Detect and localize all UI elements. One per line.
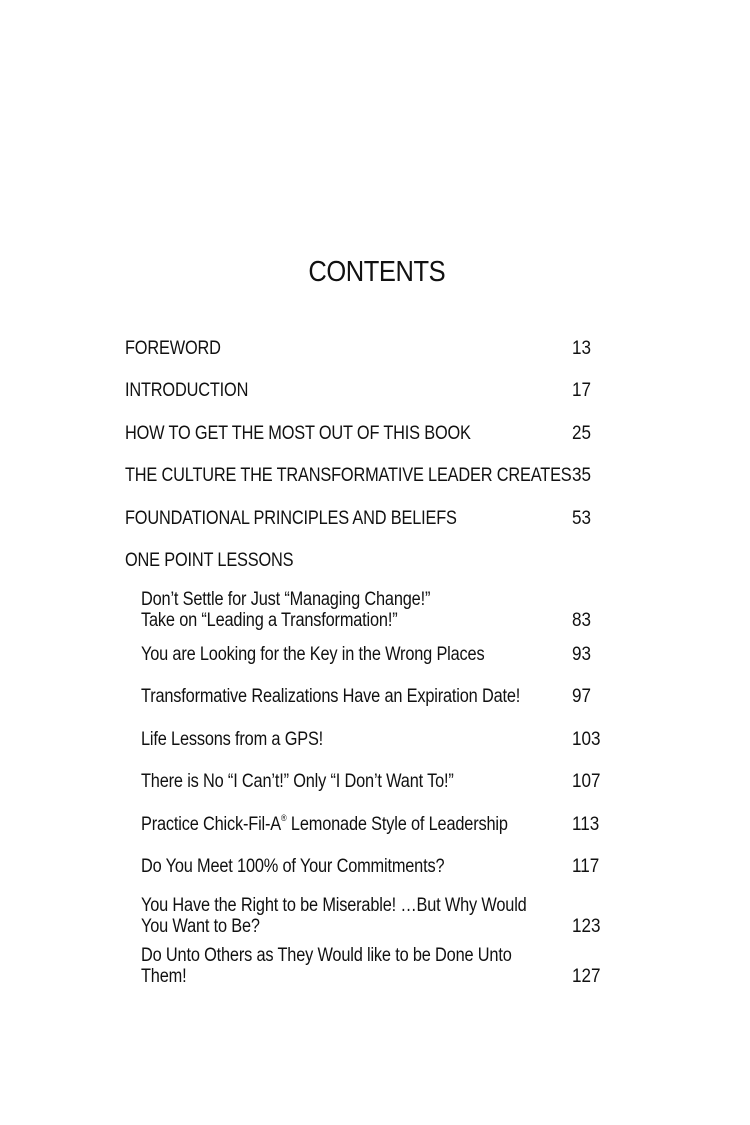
toc-entry-page: 53	[572, 508, 592, 529]
toc-entry-label: ONE POINT LESSONS	[125, 550, 294, 571]
toc-subentry-label-line1: You Have the Right to be Miserable! …But Why Would	[141, 895, 527, 916]
toc-subentry-label: Life Lessons from a GPS!	[141, 729, 324, 750]
toc-subentry-label: There is No “I Can’t!” Only “I Don’t Want To!”	[141, 771, 454, 792]
toc-entry-page: 17	[572, 380, 592, 401]
toc-subentry-label-line1: Do Unto Others as They Would like to be Done Unto	[141, 945, 512, 966]
toc-subentry-page: 107	[572, 771, 601, 792]
toc-subentry-label: Transformative Realizations Have an Expiration Date!	[141, 686, 521, 707]
toc-subentry-page: 93	[572, 644, 592, 665]
toc-subentry-label-line1: Don’t Settle for Just “Managing Change!”	[141, 589, 431, 610]
toc-subentry-label-line2: You Want to Be?	[141, 916, 260, 937]
toc-subentry-page: 127	[572, 966, 601, 987]
toc-entry-page: 35	[572, 465, 592, 486]
toc-subentry-page: 103	[572, 729, 601, 750]
toc-subentry-label: You are Looking for the Key in the Wrong Places	[141, 644, 485, 665]
registered-mark: ®	[281, 813, 287, 823]
toc-subentry-label	[141, 814, 508, 836]
toc-subentry-label: Do You Meet 100% of Your Commitments?	[141, 856, 445, 877]
toc-entry-label: FOUNDATIONAL PRINCIPLES AND BELIEFS	[125, 508, 457, 529]
toc-subentry-label-line2: Take on “Leading a Transformation!”	[141, 610, 398, 631]
page-title: CONTENTS	[308, 256, 446, 288]
toc-subentry-page: 97	[572, 686, 592, 707]
toc-subentry-page: 113	[572, 814, 600, 835]
toc-subentry-page: 83	[572, 610, 592, 631]
toc-subentry-label-line2: Them!	[141, 966, 187, 987]
toc-entry-label: INTRODUCTION	[125, 380, 249, 401]
toc-entry-label: FOREWORD	[125, 338, 221, 359]
toc-entry-label: HOW TO GET THE MOST OUT OF THIS BOOK	[125, 423, 471, 444]
toc-entry-page: 13	[572, 338, 592, 359]
toc-subentry-page: 117	[572, 856, 600, 877]
toc-entry-page: 25	[572, 423, 592, 444]
toc-subentry-page: 123	[572, 916, 601, 937]
toc-subentry-label-after: Lemonade Style of Leadership	[286, 814, 508, 835]
toc-subentry-label-before: Practice Chick-Fil-A	[141, 814, 282, 835]
toc-entry-label: THE CULTURE THE TRANSFORMATIVE LEADER CREATES	[125, 465, 572, 486]
